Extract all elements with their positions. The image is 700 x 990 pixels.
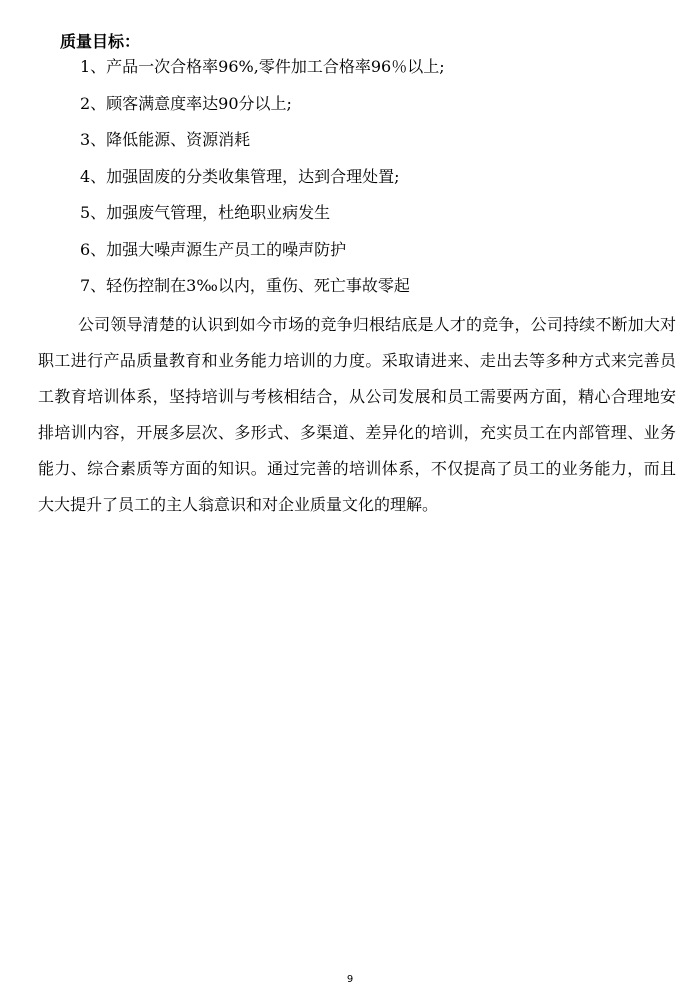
goal-item: 3、降低能源、资源消耗	[80, 130, 251, 149]
goal-item: 5、加强废气管理，杜绝职业病发生	[80, 203, 331, 222]
quality-goals-list	[80, 56, 680, 312]
goal-item: 1、产品一次合格率96%,零件加工合格率96％以上;	[80, 57, 445, 76]
section-heading: 质量目标：	[60, 32, 141, 51]
goal-item: 4、加强固废的分类收集管理，达到合理处置;	[80, 166, 400, 186]
training-paragraph: 公司领导清楚的认识到如今市场的竞争归根结底是人才的竞争，公司持续不断加大对职工进行产品质量教育和业务能力培训的力度。采取请进来、走出去等多种方式来完善员工教育培训体系，坚持培训与考核相结合，从公司发展和员工需要两方面，精心合理地安排培训内容，开展多层次、多形式、多渠道、差异化的培训，充实员工在内部管理、业务能力、综合素质等方面的知识。通过完善的培训体系，不仅提高了员工的业务能力，而且大大提升了员工的主人翁意识和对企业质量文化的理解。	[38, 315, 676, 514]
goal-item: 7、轻伤控制在3‰以内，重伤、死亡事故零起	[80, 276, 410, 295]
goal-item: 2、顾客满意度率达90分以上;	[80, 93, 292, 113]
goal-item: 6、加强大噪声源生产员工的噪声防护	[80, 239, 347, 259]
page-number: 9	[346, 974, 354, 985]
